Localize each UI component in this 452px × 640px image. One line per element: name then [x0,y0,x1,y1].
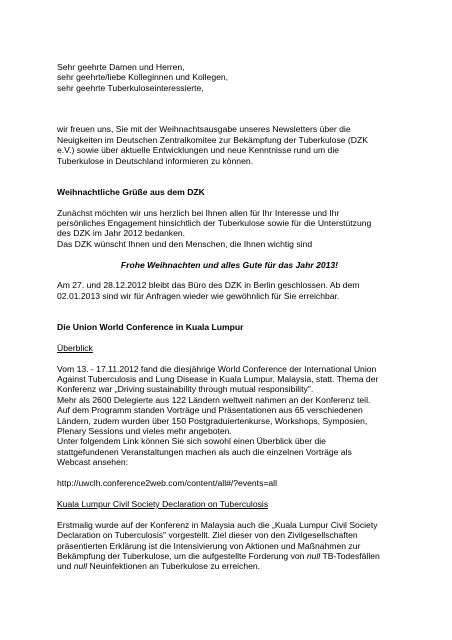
paragraph-line: Declaration on Tuberculosis" vorgestellt. Ziel dieser von den Zivilgesellschaften [57,530,358,541]
paragraph-line: Konferenz war „Driving sustainability through mutual responsibility". [57,384,314,395]
subheading-overview: Überblick [57,342,93,353]
document-body [57,62,402,572]
paragraph-line: präsentierten Erklärung ist die Intensivierung von Aktionen und Maßnahmen zur [57,540,361,551]
webcast-link[interactable]: http://uwclh.conference2web.com/content/all#/?events=all [57,478,277,489]
intro-line: Neuigkeiten im Deutschen Zentralkomitee zur Bekämpfung der Tuberkulose (DZK [57,134,368,145]
greeting [57,62,402,93]
paragraph-line: Unter folgendem Link können Sie sich sowohl einen Überblick über die [57,436,326,447]
text-run: und [57,561,74,572]
intro-paragraph [57,124,402,166]
greeting-line: sehr geehrte Tuberkuloseinteressierte, [57,82,204,93]
paragraph-line: Plenary Sessions und vieles mehr angeboten. [57,426,232,437]
paragraph-line [57,561,402,571]
paragraph-line: Auf dem Programm standen Vorträge und Präsentationen aus 65 verschiedenen [57,405,363,416]
text-run: Neuinfektionen an Tuberkulose zu erreichen. [87,561,261,572]
office-closure-paragraph [57,280,402,301]
paragraph-line: Vom 13. - 17.11.2012 fand die diesjährige World Conference der International Union [57,363,377,374]
paragraph-line: Mehr als 2600 Delegierte aus 122 Ländern weltweit nahmen an der Konferenz teil. [57,394,371,405]
subheading-declaration: Kuala Lumpur Civil Society Declaration on Tuberculosis [57,498,269,509]
greeting-line: Sehr geehrte Damen und Herren, [57,62,185,72]
conference-paragraph [57,364,402,468]
paragraph-line: 02.01.2013 sind wir für Anfragen wieder wie gewöhnlich für Sie erreichbar. [57,290,340,301]
paragraph-line: Erstmalig wurde auf der Konferenz in Malaysia auch die „Kuala Lumpur Civil Society [57,519,378,530]
paragraph-line: persönliches Engagement hinsichtlich der Tuberkulose sowie für die Unterstützung [57,218,372,229]
paragraph-line: Ländern, zudem wurden über 150 Postgraduiertenkurse, Workshops, Symposien, [57,415,368,426]
greeting-line: sehr geehrte/liebe Kolleginnen und Kollegen, [57,72,229,83]
paragraph-line: stattgefundenen Veranstaltungen machen als auch die einzelnen Vorträge als [57,446,352,457]
italic-null: null [73,561,88,572]
christmas-paragraph [57,208,402,250]
paragraph-line: Zunächst möchten wir uns herzlich bei Ihnen allen für Ihr Interesse und Ihr [57,207,340,218]
declaration-paragraph [57,520,402,572]
text-run: Bekämpfung der Tuberkulose, um die aufgestellte Forderung von [57,550,307,561]
intro-line: e.V.) sowie über aktuelle Entwicklungen und neue Kenntnisse rund um die [57,145,340,156]
section-heading-christmas: Weihnachtliche Grüße aus dem DZK [57,186,205,197]
paragraph-line [57,551,402,561]
text-run: TB-Todesfällen [320,550,380,561]
paragraph-line: des DZK im Jahr 2012 bedanken. [57,228,186,239]
italic-null: null [306,550,321,561]
paragraph-line: Against Tuberculosis and Lung Disease in Kuala Lumpur, Malaysia, statt. Thema der [57,374,379,385]
intro-line: wir freuen uns, Sie mit der Weihnachtsausgabe unseres Newsletters über die [57,124,351,135]
paragraph-line: Das DZK wünscht Ihnen und den Menschen, die Ihnen wichtig sind [57,238,313,249]
intro-line: Tuberkulose in Deutschland informieren zu können. [57,155,254,166]
section-heading-conference: Die Union World Conference in Kuala Lumpur [57,322,244,333]
paragraph-line: Webcast ansehen: [57,457,129,468]
paragraph-line: Am 27. und 28.12.2012 bleibt das Büro des DZK in Berlin geschlossen. Ab dem [57,280,360,291]
christmas-wish: Frohe Weihnachten und alles Gute für das Jahr 2013! [120,259,339,270]
